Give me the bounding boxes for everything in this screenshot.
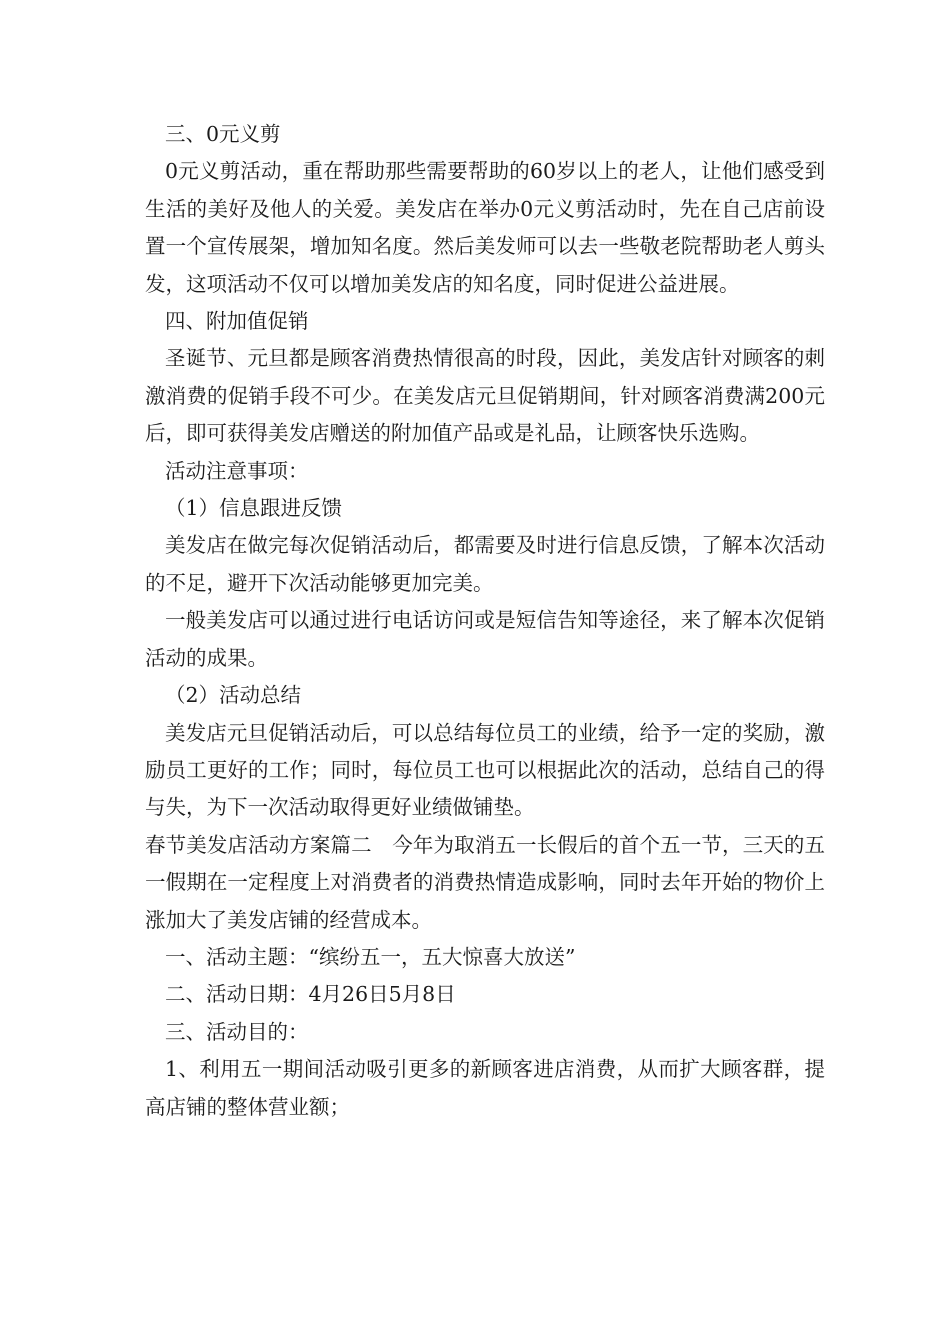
section-heading-theme: 一、活动主题：“缤纷五一，五大惊喜大放送”: [165, 944, 576, 969]
body-paragraph: 美发店在做完每次促销活动后，都需要及时进行信息反馈，了解本次活动的不足，避开下次活动能够更加完美。: [145, 533, 825, 595]
document-page: [145, 116, 825, 1126]
body-paragraph: 0元义剪活动，重在帮助那些需要帮助的60岁以上的老人，让他们感受到生活的美好及他人的关爱。美发店在举办0元义剪活动时，先在自己店前设置一个宣传展架，增加知名度。然后美发师可以去一些敬老院帮助老人剪头发，这项活动不仅可以增加美发店的知名度，同时促进公益进展。: [145, 159, 825, 296]
body-paragraph: 1、利用五一期间活动吸引更多的新顾客进店消费，从而扩大顾客群，提高店铺的整体营业额；: [145, 1057, 825, 1119]
subheading-feedback: （1）信息跟进反馈: [165, 496, 343, 521]
body-paragraph: 一般美发店可以通过进行电话访问或是短信告知等途径，来了解本次促销活动的成果。: [145, 608, 825, 670]
section-heading-notes: 活动注意事项：: [165, 458, 309, 483]
section-heading-free-haircut: 三、0元义剪: [165, 122, 281, 146]
plan-two-intro: 春节美发店活动方案篇二 今年为取消五一长假后的首个五一节，三天的五一假期在一定程度上对消费者的消费热情造成影响，同时去年开始的物价上涨加大了美发店铺的经营成本。: [145, 832, 825, 932]
section-heading-value-added-promo: 四、附加值促销: [165, 309, 309, 334]
section-heading-purpose: 三、活动目的：: [165, 1019, 309, 1044]
body-paragraph: 圣诞节、元旦都是顾客消费热情很高的时段，因此，美发店针对顾客的刺激消费的促销手段不可少。在美发店元旦促销期间，针对顾客消费满200元后，即可获得美发店赠送的附加值产品或是礼品，让顾客快乐选购。: [145, 346, 825, 446]
body-paragraph: 美发店元旦促销活动后，可以总结每位员工的业绩，给予一定的奖励，激励员工更好的工作；同时，每位员工也可以根据此次的活动，总结自己的得与失，为下一次活动取得更好业绩做铺垫。: [145, 720, 825, 820]
subheading-summary: （2）活动总结: [165, 683, 302, 708]
section-heading-dates: 二、活动日期：4月26日5月8日: [165, 982, 456, 1007]
